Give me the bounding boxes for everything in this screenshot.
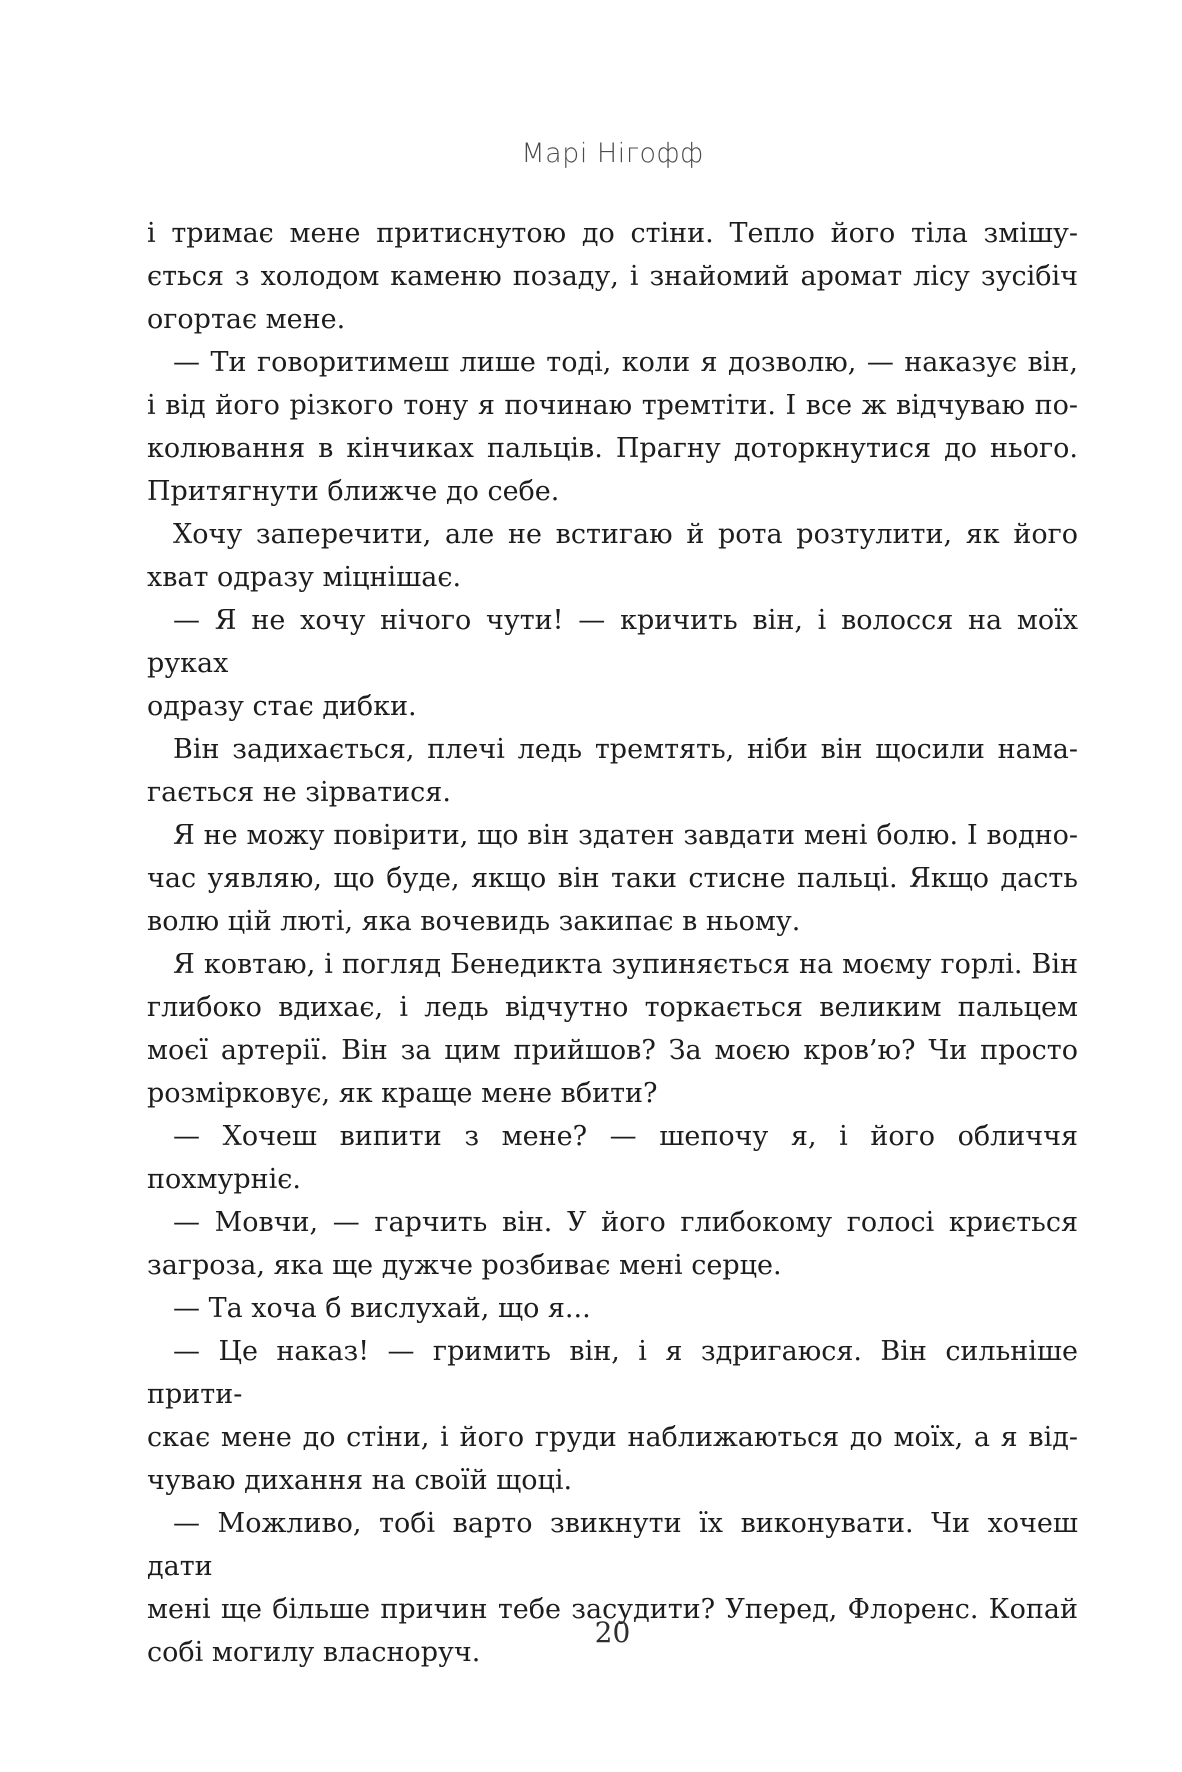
text-line: мені ще більше причин тебе засудити? Уперед, Флоренс. Копай	[147, 1594, 1078, 1625]
text-line: Він задихається, плечі ледь тремтять, ніби він щосили нама-	[173, 734, 1078, 765]
paragraph	[147, 728, 1078, 814]
paragraph	[147, 1287, 1078, 1330]
paragraph	[147, 212, 1078, 341]
body-text	[147, 212, 1078, 1674]
text-line: Хочу заперечити, але не встигаю й рота розтулити, як його	[173, 519, 1078, 550]
page-number: 20	[594, 1616, 631, 1649]
paragraph	[147, 1201, 1078, 1287]
text-line: моєї артерії. Він за цим прийшов? За моєю кров’ю? Чи просто	[147, 1035, 1078, 1066]
text-line: і від його різкого тону я починаю тремтіти. І все ж відчуваю по-	[147, 390, 1078, 421]
text-line: глибоко вдихає, і ледь відчутно торкається великим пальцем	[147, 992, 1078, 1023]
running-header-author: Марі Нігофф	[521, 138, 704, 169]
paragraph	[147, 599, 1078, 728]
text-line: похмурніє.	[147, 1164, 301, 1195]
text-line: Притягнути ближче до себе.	[147, 476, 560, 507]
text-line: одразу стає дибки.	[147, 691, 417, 722]
text-line: волю цій люті, яка вочевидь закипає в ньому.	[147, 906, 801, 937]
text-line: — Та хоча б вислухай, що я...	[173, 1293, 591, 1324]
text-line: загроза, яка ще дужче розбиває мені серце.	[147, 1250, 782, 1281]
paragraph	[147, 1115, 1078, 1201]
text-line: гається не зірватися.	[147, 777, 451, 808]
text-line: — Можливо, тобі варто звикнути їх виконувати. Чи хочеш дати	[147, 1508, 1078, 1582]
text-line: скає мене до стіни, і його груди наближаються до моїх, а я від-	[147, 1422, 1078, 1453]
paragraph	[147, 341, 1078, 513]
text-line: — Це наказ! — гримить він, і я здригаюся. Він сильніше прити-	[147, 1336, 1078, 1410]
text-line: і тримає мене притиснутою до стіни. Тепло його тіла змішу-	[147, 218, 1078, 249]
text-line: хват одразу міцнішає.	[147, 562, 462, 593]
text-line: — Ти говоритимеш лише тоді, коли я дозволю, — наказує він,	[173, 347, 1078, 378]
paragraph	[147, 513, 1078, 599]
text-line: огортає мене.	[147, 304, 346, 335]
text-line: час уявляю, що буде, якщо він таки стисне пальці. Якщо дасть	[147, 863, 1078, 894]
text-line: — Хочеш випити з мене? — шепочу я, і його обличчя	[173, 1121, 1078, 1152]
paragraph	[147, 1330, 1078, 1502]
text-line: розмірковує, як краще мене вбити?	[147, 1078, 658, 1109]
text-line: собі могилу власноруч.	[147, 1637, 481, 1668]
text-line: — Я не хочу нічого чути! — кричить він, і волосся на моїх руках	[147, 605, 1078, 679]
text-line: ється з холодом каменю позаду, і знайомий аромат лісу зусібіч	[147, 261, 1078, 292]
paragraph	[147, 943, 1078, 1115]
text-line: колювання в кінчиках пальців. Прагну доторкнутися до нього.	[147, 433, 1078, 464]
text-line: Я ковтаю, і погляд Бенедикта зупиняється на моєму горлі. Він	[173, 949, 1078, 980]
text-line: Я не можу повірити, що він здатен завдати мені болю. І водно-	[173, 820, 1078, 851]
text-line: чуваю дихання на своїй щоці.	[147, 1465, 573, 1496]
paragraph	[147, 814, 1078, 943]
text-line: — Мовчи, — гарчить він. У його глибокому голосі криється	[173, 1207, 1078, 1238]
